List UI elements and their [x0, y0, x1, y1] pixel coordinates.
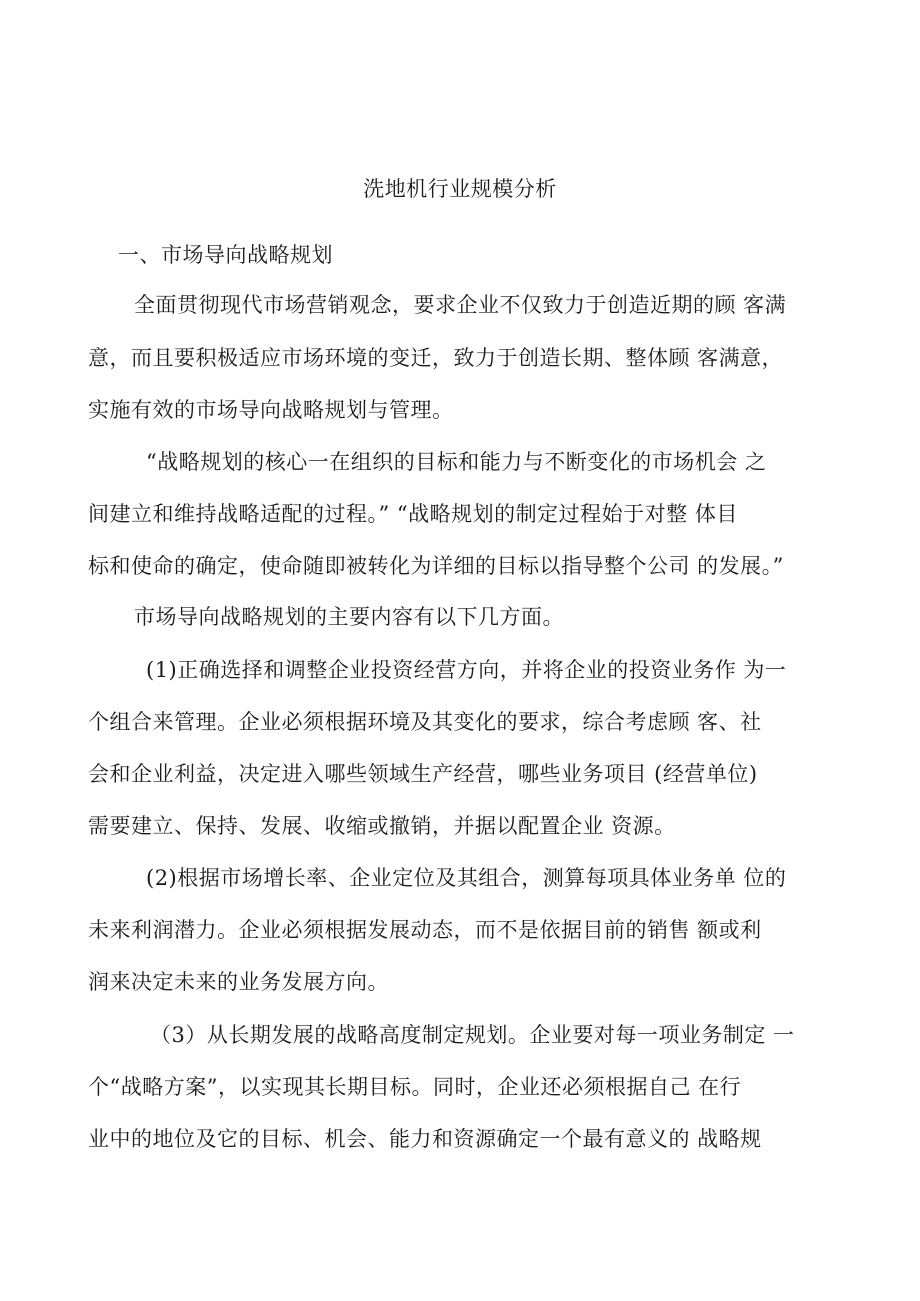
paragraph-line: 会和企业利益，决定进入哪些领域生产经营，哪些业务项目 (经营单位) [88, 762, 758, 786]
paragraph-line: （3）从长期发展的战略高度制定规划。企业要对每一项业务制定 一 [150, 1023, 795, 1047]
paragraph-line: 间建立和维持战略适配的过程。” “战略规划的制定过程始于对整 体目 [88, 502, 738, 526]
paragraph-line: 个“战略方案”，以实现其长期目标。同时，企业还必须根据自己 在行 [88, 1075, 742, 1099]
paragraph-line: 实施有效的市场导向战略规划与管理。 [88, 398, 454, 422]
paragraph-line: 需要建立、保持、发展、收缩或撤销，并据以配置企业 资源。 [88, 814, 676, 838]
paragraph-line: 润来决定未来的业务发展方向。 [88, 970, 389, 994]
paragraph-line: (2)根据市场增长率、企业定位及其组合，测算每项具体业务单 位的 [146, 866, 787, 890]
paragraph-line: 市场导向战略规划的主要内容有以下几方面。 [134, 605, 564, 629]
paragraph-line: 标和使命的确定，使命随即被转化为详细的目标以指导整个公司 的发展。” [88, 554, 784, 578]
paragraph-line: “战略规划的核心一在组织的目标和能力与不断变化的市场机会 之 [146, 450, 767, 474]
paragraph-line: 个组合来管理。企业必须根据环境及其变化的要求，综合考虑顾 客、社 [88, 710, 762, 734]
document-title: 洗地机行业规模分析 [363, 177, 557, 201]
paragraph-line: 业中的地位及它的目标、机会、能力和资源确定一个最有意义的 战略规 [88, 1127, 762, 1151]
paragraph-line: 全面贯彻现代市场营销观念，要求企业不仅致力于创造近期的顾 客满 [134, 293, 787, 317]
paragraph-line: 未来利润潜力。企业必须根据发展动态，而不是依据目前的销售 额或利 [88, 918, 762, 942]
paragraph-line: (1)正确选择和调整企业投资经营方向，并将企业的投资业务作 为一 [146, 658, 787, 682]
paragraph-line: 意，而且要积极适应市场环境的变迁，致力于创造长期、整体顾 客满意， [88, 346, 784, 370]
section-heading: 一、市场导向战略规划 [118, 243, 333, 267]
